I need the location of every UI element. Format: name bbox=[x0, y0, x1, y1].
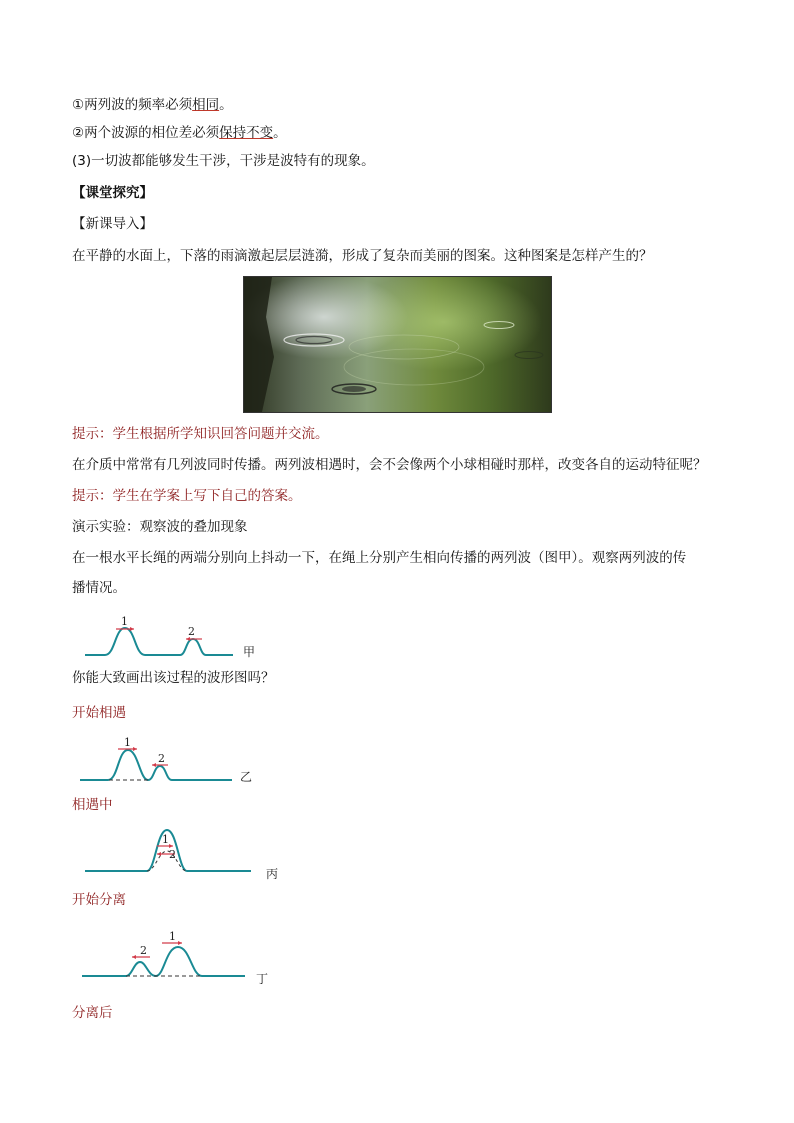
water-ripple-photo bbox=[243, 276, 552, 413]
text: 。 bbox=[273, 125, 287, 141]
figure-label: 丙 bbox=[266, 867, 279, 881]
text: ①两列波的频率必须 bbox=[72, 97, 193, 113]
question-wave-meeting: 在介质中常常有几列波同时传播。两列波相遇时，会不会像两个小球相碰时那样，改变各自的运动特征呢？ bbox=[72, 457, 707, 473]
stage-meeting: 相遇中 bbox=[72, 797, 113, 813]
wave1-number: 1 bbox=[162, 833, 169, 846]
figure-label: 甲 bbox=[243, 645, 256, 659]
wave2-number: 2 bbox=[140, 944, 147, 957]
interference-note: (3)一切波都能够发生干涉，干涉是波特有的现象。 bbox=[72, 153, 375, 169]
wave1-number: 1 bbox=[169, 930, 176, 943]
figure-label: 丁 bbox=[256, 972, 269, 985]
figure-jia bbox=[85, 612, 265, 662]
stage-start-meeting: 开始相遇 bbox=[72, 705, 126, 721]
wave2-number: 2 bbox=[169, 848, 176, 861]
demo-description-1: 在一根水平长绳的两端分别向上抖动一下，在绳上分别产生相向传播的两列波（图甲）。观察两列波的传 bbox=[72, 550, 687, 566]
stage-after-separation: 分离后 bbox=[72, 1005, 113, 1021]
hint-2: 提示：学生在学案上写下自己的答案。 bbox=[72, 488, 302, 504]
condition-phase bbox=[72, 123, 287, 143]
figure-ding bbox=[82, 925, 282, 985]
figure-bing bbox=[85, 825, 285, 885]
question-raindrops: 在平静的水面上，下落的雨滴激起层层涟漪，形成了复杂而美丽的图案。这种图案是怎样产生的？ bbox=[72, 248, 653, 264]
section-heading-intro: 【新课导入】 bbox=[72, 216, 153, 232]
stage-start-separating: 开始分离 bbox=[72, 892, 126, 908]
condition-frequency bbox=[72, 95, 233, 115]
wave1-number: 1 bbox=[121, 615, 128, 628]
question-draw-waveform: 你能大致画出该过程的波形图吗？ bbox=[72, 670, 275, 686]
wave2-number: 2 bbox=[158, 752, 165, 765]
demo-description-2: 播情况。 bbox=[72, 580, 126, 596]
text: 。 bbox=[219, 97, 233, 113]
hint-1: 提示：学生根据所学知识回答问题并交流。 bbox=[72, 426, 329, 442]
underlined-keyword: 保持不变 bbox=[219, 125, 274, 141]
text: ②两个波源的相位差必须 bbox=[72, 125, 220, 141]
wave1-number: 1 bbox=[124, 736, 131, 749]
underlined-keyword: 相同 bbox=[192, 97, 220, 113]
section-heading-explore: 【课堂探究】 bbox=[72, 185, 153, 201]
demo-title: 演示实验：观察波的叠加现象 bbox=[72, 519, 248, 535]
ripple-illustration bbox=[244, 277, 551, 412]
wave2-number: 2 bbox=[188, 625, 195, 638]
figure-yi bbox=[80, 735, 260, 785]
figure-label: 乙 bbox=[240, 770, 253, 784]
